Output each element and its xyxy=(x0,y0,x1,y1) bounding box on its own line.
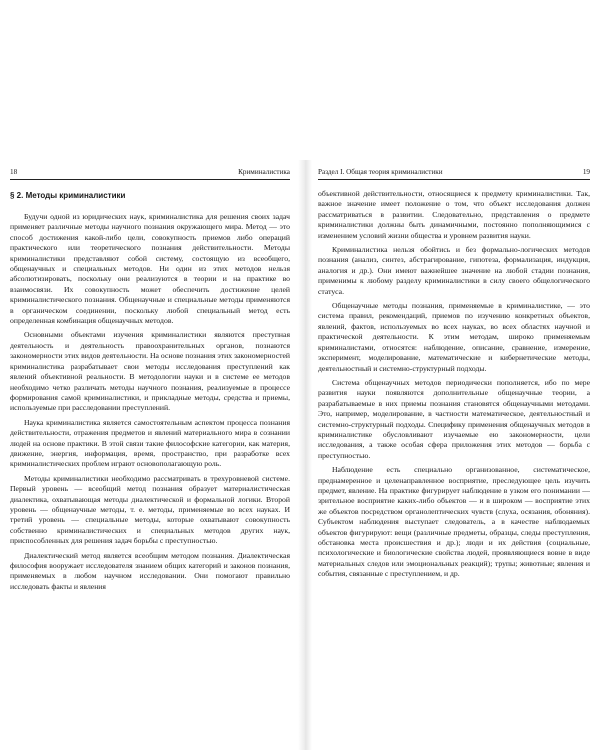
section-heading: § 2. Методы криминалистики xyxy=(10,191,126,200)
paragraph: Будучи одной из юридических наук, криминалистика для решения своих задач применяет различные методы научного познания окружающего мира. Метод — это способ достижения какой-либо цели, совокупность приемов либо операций практического или теоретического познания действительности. Методы криминалистики представляют собой систему, состоящую из всеобщего, общенаучных и специальных методов. Ни один из этих методов нельзя абсолютизировать, поскольку они реализуются в теории и на практике во взаимосвязи. Их совокупность может обеспечить достижение целей криминалистического познания. Общенаучные и специальные методы применяются в органическом соединении, поскольку любой специальный метод есть определенная комбинация общенаучных методов. xyxy=(10,212,290,326)
paragraph: Общенаучные методы познания, применяемые в криминалистике, — это система правил, рекомендаций, приемов по изучению конкретных объектов, явлений, фактов, используемых во всех науках, во всех областях научной и практической деятельности. К этим методам, широко применяемым криминалистами, относятся: наблюдение, описание, сравнение, измерение, эксперимент, моделирование, математические и кибернетические методы, деятельностный и системно-структурный подходы. xyxy=(318,301,590,373)
right-page xyxy=(318,168,590,728)
paragraph: Криминалистика нельзя обойтись и без формально-логических методов познания (анализ, синтез, абстрагирование, гипотеза, формализация, индукция, аналогия и др.). Они имеют важнейшее значение на любой стадии познания, применимы к любому разделу криминалистики в силу своего общелогического статуса. xyxy=(318,245,590,296)
paragraph: Наблюдение есть специально организованное, систематическое, преднамеренное и целенаправленное восприятие, преследующее цель изучить предмет, явление. На практике фигурирует наблюдение в узком его понимании — зрительное восприятие каких-либо объектов — и в широком — восприятие этих же объектов посредством органолептических чувств (слуха, осязания, обоняния). Субъектом наблюдения выступает следователь, а в качестве наблюдаемых объектов фигурируют: вещи (различные предметы, образцы, следы преступления, обстановка места происшествия и др.); люди и их действия (социальные, психологические и биологические свойства людей, проявляющиеся вовне в виде материальных следов или эмоциональных реакций); трупы; животные; явления и события, связанные с преступлением, и др. xyxy=(318,465,590,579)
running-title: Криминалистика xyxy=(238,168,290,176)
paragraph: Методы криминалистики необходимо рассматривать в трехуровневой системе. Первый уровень — всеобщий метод познания образует материалистическая диалектика, охватывающая методы диалектической и формальной логики. Второй уровень — общенаучные методы, т. е. методы, применяемые во всех науках. И третий уровень — специальные методы, которые охватывают совокупность собственно криминалистических и специальных методов других наук, приспособленных для решения задач борьбы с преступностью. xyxy=(10,473,290,546)
paragraph: Наука криминалистика является самостоятельным аспектом процесса познания действительности, отражения предметов и явлений материального мира в сознании людей на основе практики. В этой связи такие философские категории, как материя, движение, энергия, информация, время, пространство, при разработке всех криминалистических проблем играют основополагающую роль. xyxy=(10,417,290,469)
paragraph: Система общенаучных методов периодически пополняется, ибо по мере развития науки появляются дополнительные общенаучные теории, а разрабатываемые в них приемы познания становятся общенаучными методами. Это, например, моделирование, в частности математическое, деятельностный и системно-структурный подходы. Специфику применения общенаучных методов в криминалистике обусловливают изучаемые ею закономерности, цели исследования, а также особая сфера приложения этих методов — борьба с преступностью. xyxy=(318,377,590,460)
page-number: 19 xyxy=(582,168,590,176)
running-title: Раздел I. Общая теория криминалистики xyxy=(318,168,443,176)
book-gutter xyxy=(298,160,312,750)
right-page-header xyxy=(318,168,590,180)
page-number: 18 xyxy=(10,168,18,176)
left-page xyxy=(10,168,290,728)
paragraph: Диалектический метод является всеобщим методом познания. Диалектическая философия вооружает исследователя знанием общих категорий и законов познания, применяемых в любом научном исследовании. Они помогают правильно исследовать факты и явления xyxy=(10,550,290,591)
paragraph: объективной действительности, относящиеся к предмету криминалистики. Так, важное значение имеет положение о том, что объект исследования должен рассматриваться в развитии. Следовательно, представления о предмете криминалистики должны быть динамичными, постоянно пополняющимися с изменением условий жизни общества и уровнем развития науки. xyxy=(318,189,590,240)
left-page-header xyxy=(10,168,290,180)
paragraph: Основными объектами изучения криминалистики являются преступная деятельность и деятельность правоохранительных органов, познаются закономерности этих видов деятельности. На основе познания этих закономерностей криминалистика разрабатывает свои методы исследования преступлений как явлений объективной реальности. В методологии науки и в системе ее методов необходимо четко различать методы научного познания, реализуемые в процессе формирования самой криминалистики, и прикладные методы, средства и приемы, используемые при расследовании преступлений. xyxy=(10,330,290,413)
